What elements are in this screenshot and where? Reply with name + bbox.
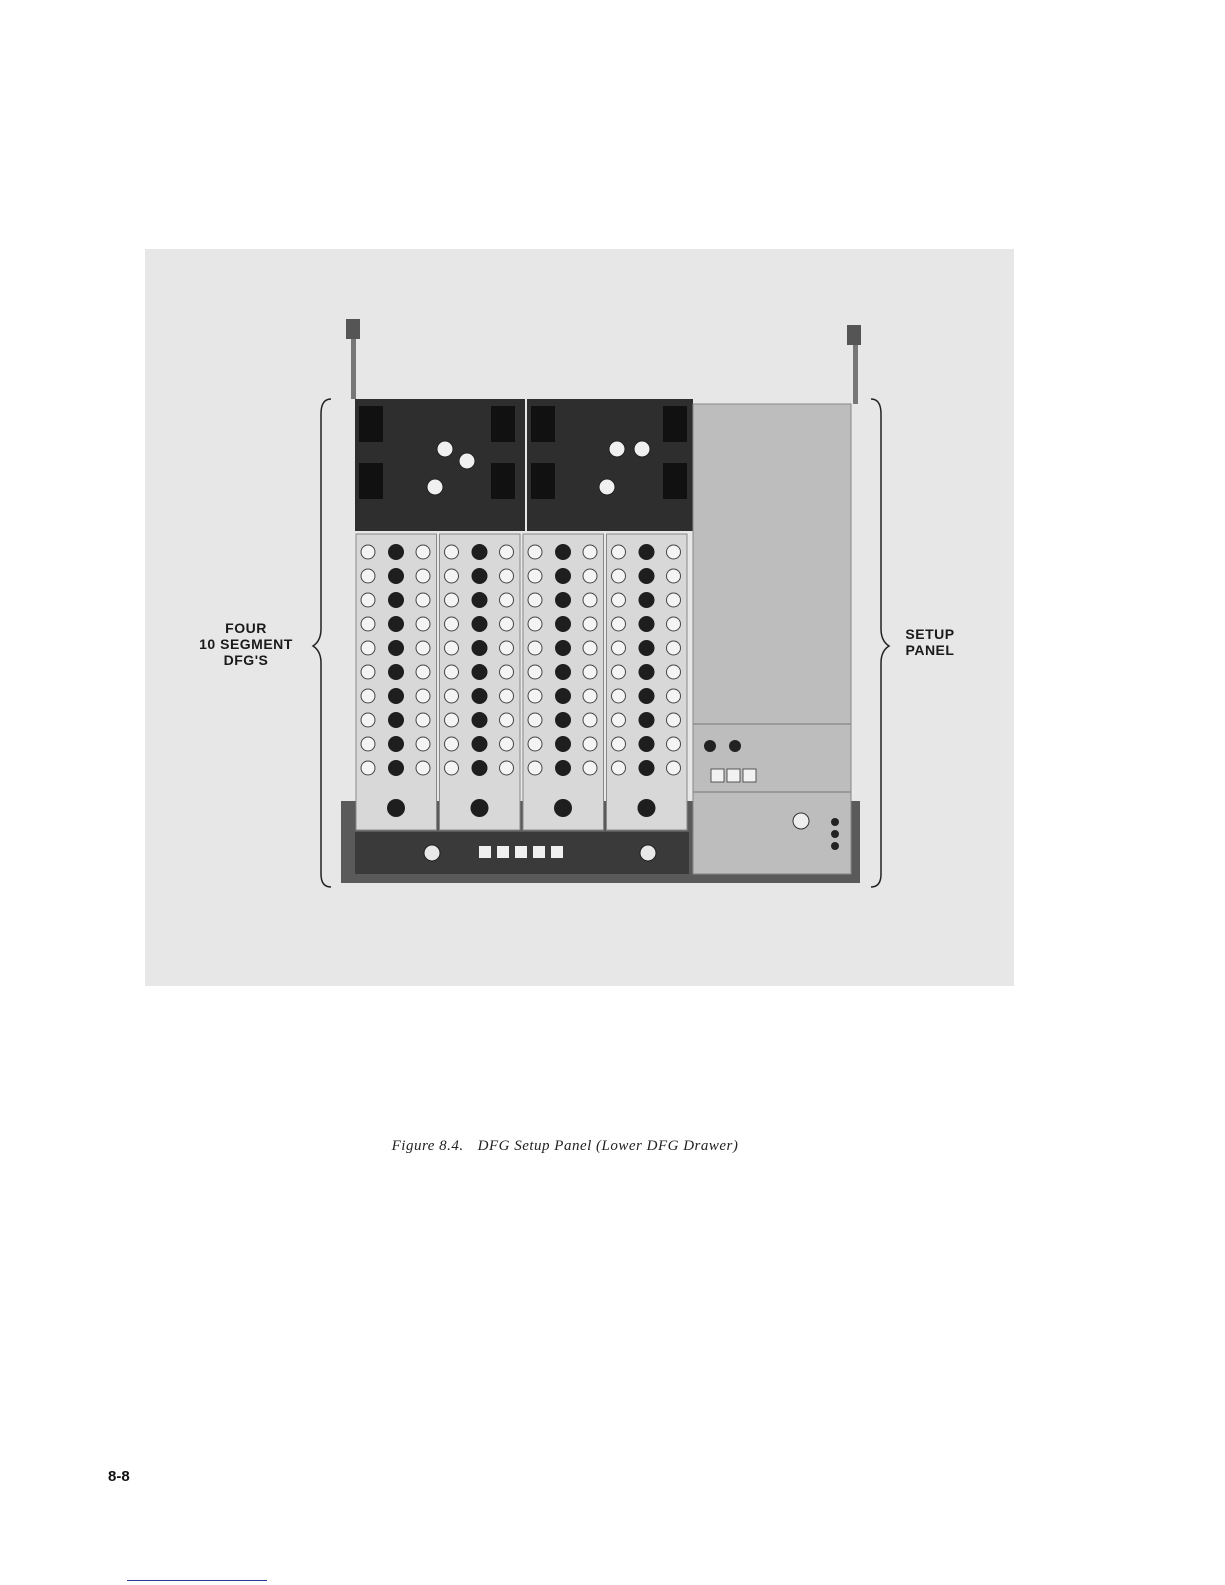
left-label-line-2: 10 SEGMENT — [199, 636, 293, 652]
segment-knob-center — [555, 760, 571, 776]
segment-knob-center — [388, 544, 404, 560]
segment-knob-left — [528, 641, 542, 655]
segment-knob-left — [528, 761, 542, 775]
figure-title: DFG Setup Panel (Lower DFG Drawer) — [477, 1138, 739, 1154]
segment-knob-right — [416, 545, 430, 559]
segment-knob-center — [639, 736, 655, 752]
right-brace — [871, 399, 889, 887]
segment-knob-right — [583, 569, 597, 583]
segment-knob-center — [388, 760, 404, 776]
balance-knob-2 — [729, 740, 741, 752]
segment-knob-right — [667, 761, 681, 775]
segment-knob-left — [361, 617, 375, 631]
segment-knob-left — [445, 569, 459, 583]
strip-button-5 — [551, 846, 563, 858]
segment-knob-right — [583, 593, 597, 607]
segment-knob-right — [583, 641, 597, 655]
upper-module-meter — [663, 406, 687, 442]
left-label-line-3: DFG'S — [223, 652, 269, 668]
segment-knob-left — [361, 689, 375, 703]
segment-knob-right — [500, 617, 514, 631]
segment-knob-right — [500, 665, 514, 679]
balance-knob-1 — [704, 740, 716, 752]
setup-button-1 — [711, 769, 724, 782]
segment-knob-center — [639, 544, 655, 560]
segment-knob-left — [445, 689, 459, 703]
segment-knob-center — [388, 664, 404, 680]
setup-button-3 — [743, 769, 756, 782]
segment-knob-left — [445, 761, 459, 775]
segment-knob-center — [388, 616, 404, 632]
segment-knob-center — [639, 688, 655, 704]
segment-knob-left — [445, 641, 459, 655]
segment-knob-center — [555, 640, 571, 656]
segment-knob-right — [667, 665, 681, 679]
segment-knob-right — [500, 737, 514, 751]
segment-knob-left — [612, 665, 626, 679]
segment-knob-center — [639, 640, 655, 656]
upper-module-meter — [663, 463, 687, 499]
segment-knob-right — [583, 761, 597, 775]
setup-dial — [793, 813, 809, 829]
upper-module-knob — [609, 441, 625, 457]
strip-knob-right — [640, 845, 656, 861]
left-label — [186, 620, 306, 668]
segment-knob-left — [361, 737, 375, 751]
upper-module-meter — [531, 406, 555, 442]
segment-knob-center — [388, 640, 404, 656]
segment-knob-right — [583, 737, 597, 751]
segment-knob-left — [612, 593, 626, 607]
segment-knob-center — [555, 616, 571, 632]
segment-knob-center — [555, 568, 571, 584]
segment-knob-center — [639, 616, 655, 632]
figure-number: Figure 8.4. — [391, 1138, 464, 1154]
upper-module-meter — [531, 463, 555, 499]
segment-knob-left — [612, 617, 626, 631]
segment-knob-right — [667, 569, 681, 583]
segment-knob-left — [445, 737, 459, 751]
segment-knob-left — [528, 545, 542, 559]
segment-knob-right — [667, 713, 681, 727]
segment-knob-right — [667, 689, 681, 703]
segment-knob-left — [361, 641, 375, 655]
right-rail-clip — [847, 325, 861, 345]
segment-selector-knob — [471, 799, 489, 817]
left-brace — [313, 399, 331, 887]
segment-knob-center — [639, 664, 655, 680]
footer-rule — [127, 1580, 267, 1581]
segment-knob-right — [667, 545, 681, 559]
segment-knob-left — [445, 665, 459, 679]
segment-knob-right — [416, 713, 430, 727]
segment-knob-left — [612, 545, 626, 559]
segment-knob-right — [416, 617, 430, 631]
segment-knob-left — [361, 713, 375, 727]
segment-knob-left — [612, 689, 626, 703]
strip-button-4 — [533, 846, 545, 858]
segment-knob-right — [500, 593, 514, 607]
upper-module-meter — [359, 406, 383, 442]
segment-knob-right — [583, 689, 597, 703]
segment-knob-right — [416, 761, 430, 775]
segment-knob-center — [472, 688, 488, 704]
segment-knob-left — [528, 569, 542, 583]
segment-knob-right — [667, 737, 681, 751]
upper-module-knob — [459, 453, 475, 469]
segment-knob-center — [555, 664, 571, 680]
segment-knob-center — [472, 712, 488, 728]
segment-knob-left — [445, 617, 459, 631]
segment-knob-right — [416, 641, 430, 655]
setup-jack-3 — [831, 842, 839, 850]
figure-caption — [0, 1138, 1130, 1155]
segment-knob-left — [612, 737, 626, 751]
segment-knob-center — [388, 736, 404, 752]
upper-module-knob — [437, 441, 453, 457]
segment-knob-right — [416, 737, 430, 751]
segment-knob-right — [583, 665, 597, 679]
segment-knob-right — [500, 569, 514, 583]
segment-knob-center — [472, 616, 488, 632]
setup-jack-1 — [831, 818, 839, 826]
segment-knob-right — [500, 713, 514, 727]
segment-knob-right — [583, 713, 597, 727]
segment-knob-right — [667, 593, 681, 607]
segment-knob-right — [416, 593, 430, 607]
segment-knob-left — [612, 761, 626, 775]
dfg-drawer-illustration — [145, 249, 1014, 986]
segment-knob-right — [500, 761, 514, 775]
segment-knob-left — [361, 545, 375, 559]
upper-module-meter — [359, 463, 383, 499]
setup-button-2 — [727, 769, 740, 782]
right-label — [895, 626, 965, 658]
left-rail-clip — [346, 319, 360, 339]
strip-button-2 — [497, 846, 509, 858]
segment-knob-center — [472, 544, 488, 560]
segment-knob-right — [500, 545, 514, 559]
segment-knob-left — [445, 593, 459, 607]
segment-knob-left — [361, 569, 375, 583]
segment-knob-right — [667, 617, 681, 631]
page-number: 8-8 — [108, 1468, 130, 1485]
segment-knob-center — [472, 760, 488, 776]
segment-knob-right — [416, 569, 430, 583]
segment-knob-center — [472, 664, 488, 680]
segment-knob-center — [472, 640, 488, 656]
segment-knob-center — [388, 592, 404, 608]
segment-knob-center — [555, 736, 571, 752]
segment-knob-left — [612, 569, 626, 583]
segment-knob-left — [528, 689, 542, 703]
strip-button-1 — [479, 846, 491, 858]
segment-knob-right — [500, 689, 514, 703]
segment-knob-right — [416, 689, 430, 703]
segment-knob-center — [639, 760, 655, 776]
segment-knob-left — [528, 665, 542, 679]
segment-knob-center — [555, 712, 571, 728]
segment-knob-left — [528, 593, 542, 607]
upper-module-knob — [634, 441, 650, 457]
segment-knob-left — [528, 737, 542, 751]
segment-knob-center — [555, 544, 571, 560]
segment-knob-center — [472, 592, 488, 608]
segment-knob-center — [555, 688, 571, 704]
segment-knob-right — [583, 545, 597, 559]
figure-photo — [145, 249, 1014, 986]
segment-knob-left — [361, 593, 375, 607]
segment-knob-left — [445, 545, 459, 559]
segment-knob-center — [639, 592, 655, 608]
segment-knob-left — [445, 713, 459, 727]
upper-module-knob — [599, 479, 615, 495]
segment-knob-left — [612, 641, 626, 655]
segment-knob-left — [361, 761, 375, 775]
segment-selector-knob — [387, 799, 405, 817]
segment-knob-center — [388, 568, 404, 584]
left-label-line-1: FOUR — [225, 620, 267, 636]
setup-panel — [693, 404, 851, 874]
segment-selector-knob — [554, 799, 572, 817]
strip-knob-left — [424, 845, 440, 861]
right-label-line-1: SETUP — [905, 626, 955, 642]
left-rail — [351, 329, 356, 399]
segment-knob-right — [500, 641, 514, 655]
segment-knob-center — [555, 592, 571, 608]
segment-knob-left — [528, 617, 542, 631]
segment-knob-left — [528, 713, 542, 727]
segment-knob-left — [612, 713, 626, 727]
right-label-line-2: PANEL — [905, 642, 955, 658]
setup-jack-2 — [831, 830, 839, 838]
upper-module-meter — [491, 463, 515, 499]
upper-module-knob — [427, 479, 443, 495]
segment-knob-center — [472, 568, 488, 584]
segment-knob-center — [472, 736, 488, 752]
segment-knob-right — [583, 617, 597, 631]
segment-knob-center — [388, 712, 404, 728]
segment-knob-center — [639, 712, 655, 728]
strip-button-3 — [515, 846, 527, 858]
upper-module-meter — [491, 406, 515, 442]
segment-knob-right — [416, 665, 430, 679]
segment-knob-right — [667, 641, 681, 655]
segment-selector-knob — [638, 799, 656, 817]
segment-knob-left — [361, 665, 375, 679]
segment-knob-center — [388, 688, 404, 704]
segment-knob-center — [639, 568, 655, 584]
